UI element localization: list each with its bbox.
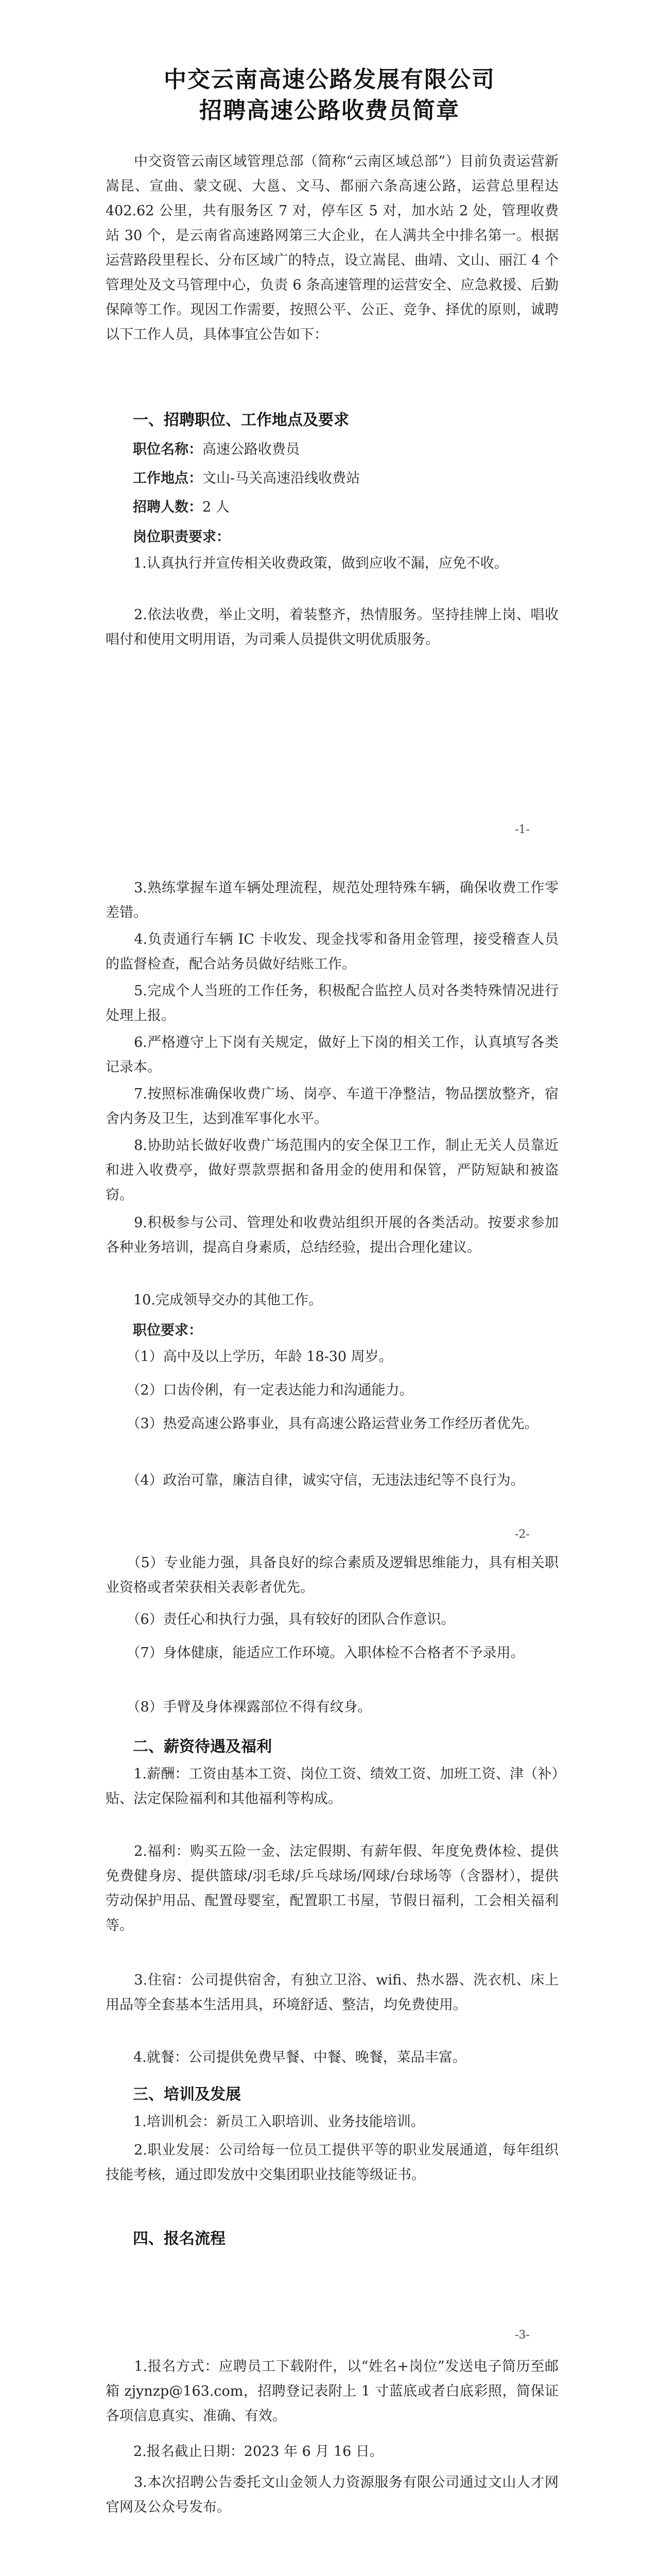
requirement-item: （8）手臂及身体裸露部位不得有纹身。	[106, 1699, 372, 1715]
position-field	[133, 438, 300, 458]
duties-heading: 岗位职责要求：	[133, 529, 230, 545]
requirement-item: （2）口齿伶俐，有一定表达能力和沟通能力。	[106, 1382, 413, 1398]
application-item: 1.报名方式：应聘员工下载附件，以“姓名+岗位”发送电子简历至邮箱 zjynzp@163.com，招聘登记表附上 1 寸蓝底或者白底彩照，简保证各项信息真实、准确、有效。	[106, 2359, 559, 2424]
location-field	[133, 467, 360, 487]
requirement-item: （3）热爱高速公路事业，具有高速公路运营业务工作经历者优先。	[106, 1416, 539, 1432]
doc-title-line1: 中交云南高速公路发展有限公司	[164, 66, 495, 93]
requirement-item: （1）高中及以上学历，年龄 18-30 周岁。	[106, 1349, 393, 1365]
section4-heading: 四、报名流程	[133, 2230, 226, 2248]
requirement-item: （7）身体健康，能适应工作环境。入职体检不合格者不予录用。	[106, 1645, 525, 1661]
benefit-item: 4.就餐：公司提供免费早餐、中餐、晚餐，菜品丰富。	[106, 2049, 466, 2065]
duty-item: 10.完成领导交办的其他工作。	[106, 1292, 322, 1308]
page-number: -1-	[515, 823, 530, 836]
doc-title-line2: 招聘高速公路收费员简章	[199, 97, 460, 124]
intro-paragraph: 中交资管云南区域管理总部（简称“云南区域总部”）目前负责运营新嵩昆、宣曲、蒙文砚、大邕、文马、都丽六条高速公路，运营总里程达 402.62 公里，共有服务区 7 对，停车区 5 对，加水站 2 处，管理收费站 30 个，是云南省高速路网第三大企业，在人满共全中排名第一。根据运营路段里程长、分布区域广的特点，设立嵩昆、曲靖、文山、丽江 4 个管理处及文马管理中心，负责 6 条高速管理的运营安全、应急救援、后勤保障等工作。现因工作需要，按照公平、公正、竞争、择优的原则，诚聘以下工作人员，具体事宜公告如下：	[106, 154, 559, 343]
section2-heading: 二、薪资待遇及福利	[133, 1738, 272, 1756]
application-item: 3.本次招聘公告委托文山金领人力资源服务有限公司通过文山人才网官网及公众号发布。	[106, 2475, 559, 2515]
duty-item: 5.完成个人当班的工作任务，积极配合监控人员对各类特殊情况进行处理上报。	[106, 983, 559, 1024]
position-label: 职位名称：	[133, 442, 202, 457]
training-item: 2.职业发展：公司给每一位员工提供平等的职业发展通道，每年组织技能考核，通过即发放中交集团职业技能等级证书。	[106, 2142, 559, 2183]
benefit-item: 3.住宿：公司提供宿舍，有独立卫浴、wifi、热水器、洗衣机、床上用品等全套基本生活用具，环境舒适、整洁，均免费使用。	[106, 1972, 559, 2013]
duty-item: 3.熟练掌握车道车辆处理流程，规范处理特殊车辆，确保收费工作零差错。	[106, 880, 559, 921]
training-item: 1.培训机会：新员工入职培训、业务技能培训。	[106, 2114, 425, 2130]
duty-item: 1.认真执行并宣传相关收费政策，做到应收不漏，应免不收。	[106, 555, 508, 571]
count-label: 招聘人数：	[133, 499, 202, 515]
duty-item: 8.协助站长做好收费广场范围内的安全保卫工作，制止无关人员靠近和进入收费亭，做好票款票据和备用金的使用和保管，严防短缺和被盗窃。	[106, 1138, 559, 1203]
duty-item: 7.按照标准确保收费广场、岗亭、车道干净整洁，物品摆放整齐，宿舍内务及卫生，达到准军事化水平。	[106, 1086, 559, 1127]
duty-item: 2.依法收费，举止文明，着装整齐，热情服务。坚持挂牌上岗、唱收唱付和使用文明用语，为司乘人员提供文明优质服务。	[106, 607, 559, 648]
requirement-item: （5）专业能力强，具备良好的综合素质及逻辑思维能力，具有相关职业资格或者荣获相关表彰者优先。	[106, 1555, 559, 1596]
requirement-item: （6）责任心和执行力强，具有较好的团队合作意识。	[106, 1612, 455, 1628]
application-item: 2.报名截止日期：2023 年 6 月 16 日。	[106, 2444, 384, 2460]
duty-item: 9.积极参与公司、管理处和收费站组织开展的各类活动。按要求参加各种业务培训，提高自身素质，总结经验，提出合理化建议。	[106, 1215, 559, 1256]
position-value: 高速公路收费员	[202, 442, 300, 457]
page-number: -3-	[515, 2329, 530, 2342]
benefit-item: 1.薪酬：工资由基本工资、岗位工资、绩效工资、加班工资、津（补）贴、法定保险福利和其他福利等构成。	[106, 1766, 559, 1807]
count-value: 2 人	[202, 499, 230, 515]
location-label: 工作地点：	[133, 470, 202, 486]
benefit-item: 2.福利：购买五险一金、法定假期、有薪年假、年度免费体检、提供免费健身房、提供篮球/羽毛球/乒乓球场/网球/台球场等（含器材），提供劳动保护用品、配置母婴室，配置职工书屋，节假日福利，工会相关福利等。	[106, 1843, 559, 1934]
requirements-heading: 职位要求：	[133, 1323, 202, 1338]
duty-item: 4.负责通行车辆 IC 卡收发、现金找零和备用金管理，接受稽查人员的监督检查，配合站务员做好结账工作。	[106, 931, 559, 972]
location-value: 文山-马关高速沿线收费站	[202, 470, 360, 486]
requirement-item: （4）政治可靠，廉洁自律，诚实守信，无违法违纪等不良行为。	[106, 1472, 525, 1488]
page-number: -2-	[515, 1528, 530, 1541]
duty-item: 6.严格遵守上下岗有关规定，做好上下岗的相关工作，认真填写各类记录本。	[106, 1035, 559, 1075]
section1-heading: 一、招聘职位、工作地点及要求	[133, 411, 349, 429]
section3-heading: 三、培训及发展	[133, 2086, 241, 2104]
count-field	[133, 496, 230, 516]
